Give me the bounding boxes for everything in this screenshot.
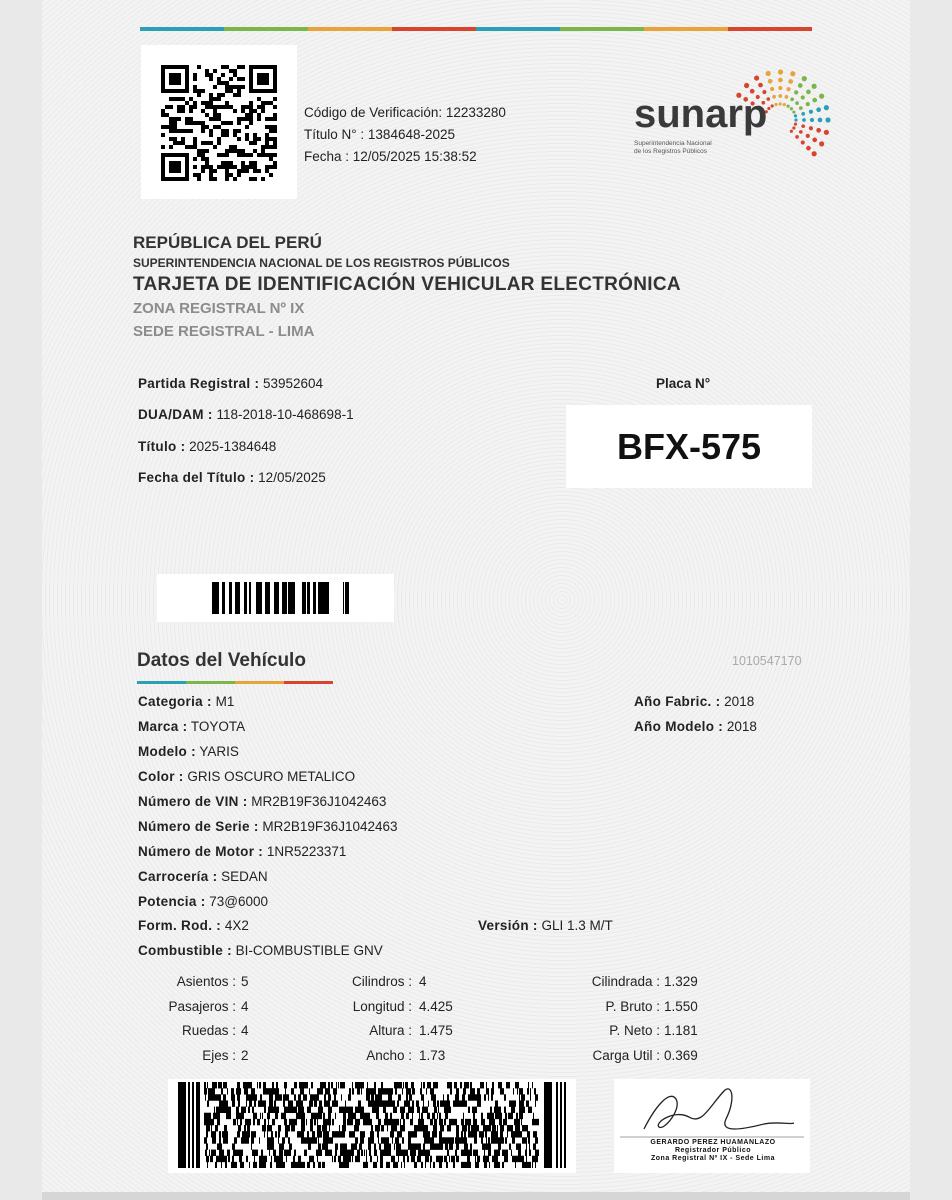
vin-field (138, 794, 386, 809)
longitud-value: 4.425 (419, 999, 453, 1014)
ruedas-value: 4 (241, 1023, 249, 1038)
field-value: 12/05/2025 (258, 470, 326, 485)
titulo-field (138, 439, 276, 454)
color-segment (140, 27, 224, 31)
signature-block (614, 1079, 810, 1173)
field-label: Partida Registral : (138, 376, 260, 391)
field-label: Número de Serie : (138, 819, 259, 834)
color-segment (644, 27, 728, 31)
field-label: Form. Rod. : (138, 918, 222, 933)
header-republica: REPÚBLICA DEL PERÚ (133, 233, 322, 252)
field-label: DUA/DAM : (138, 407, 213, 422)
field-label: Combustible : (138, 943, 232, 958)
signature-text (618, 1139, 808, 1163)
field-value: 73@6000 (209, 894, 269, 909)
pbruto-label: P. Bruto : (605, 999, 660, 1014)
section-underline (137, 681, 333, 684)
cilindros-label: Cilindros : (351, 974, 412, 989)
field-value: MR2B19F36J1042463 (262, 819, 398, 834)
field-label: Año Modelo : (634, 719, 724, 734)
field-value: 2025-1384648 (189, 439, 277, 454)
field-value: 118-2018-10-468698-1 (216, 407, 354, 422)
longitud-label: Longitud : (352, 999, 412, 1014)
cilindros-value: 4 (419, 974, 427, 989)
logo-subtitle-line: Superintendencia Nacional (634, 140, 712, 147)
pasajeros-label: Pasajeros : (168, 999, 236, 1014)
qr-code (141, 45, 297, 199)
field-label: Modelo : (138, 744, 196, 759)
signature-scribble-icon (614, 1079, 810, 1141)
logo-subtitle (634, 140, 744, 156)
verification-block (304, 102, 506, 168)
marca-field (138, 719, 245, 734)
altura-label: Altura : (369, 1023, 412, 1038)
logo-wordmark: sunarp (634, 92, 768, 136)
signer-zone: Zona Registral Nº IX - Sede Lima (651, 1155, 775, 1162)
logo-subtitle-line: de los Registros Públicos (634, 148, 707, 155)
field-value: SEDAN (221, 869, 268, 884)
color-segment (476, 27, 560, 31)
top-color-bar (140, 27, 812, 31)
dua-field (138, 407, 354, 422)
field-value: 53952604 (263, 376, 324, 391)
color-segment (308, 27, 392, 31)
pneto-value: 1.181 (664, 1023, 698, 1038)
field-label: Potencia : (138, 894, 206, 909)
field-label: Año Fabric. : (634, 694, 721, 709)
color-segment (392, 27, 476, 31)
field-value: 4X2 (224, 918, 249, 933)
cilindrada-value: 1.329 (664, 974, 698, 989)
verification-date: Fecha : 12/05/2025 15:38:52 (304, 149, 477, 164)
field-value: 1NR5223371 (266, 844, 347, 859)
pdf417-barcode (168, 1079, 576, 1173)
potencia-field (138, 894, 268, 909)
field-value: 2018 (724, 694, 755, 709)
field-value: MR2B19F36J1042463 (251, 794, 387, 809)
anomod-field (634, 719, 757, 734)
pneto-label: P. Neto : (609, 1023, 660, 1038)
signer-role: Registrador Público (674, 1147, 751, 1154)
modelo-field (138, 744, 239, 759)
color-field (138, 769, 355, 784)
color-segment (137, 681, 186, 684)
altura-value: 1.475 (419, 1023, 453, 1038)
signer-name: GERARDO PEREZ HUAMANLAZO (650, 1139, 776, 1146)
cilindrada-label: Cilindrada : (591, 974, 660, 989)
field-value: YARIS (199, 744, 239, 759)
verification-code: Código de Verificación: 12233280 (304, 105, 506, 120)
field-label: Versión : (478, 918, 538, 933)
color-segment (560, 27, 644, 31)
field-value: GRIS OSCURO METALICO (187, 769, 356, 784)
asientos-value: 5 (241, 974, 249, 989)
document-title: TARJETA DE IDENTIFICACIÓN VEHICULAR ELECTRÓNICA (133, 274, 681, 295)
color-segment (235, 681, 284, 684)
ejes-label: Ejes : (202, 1048, 236, 1063)
field-label: Categoria : (138, 694, 212, 709)
header-superintendencia: SUPERINTENDENCIA NACIONAL DE LOS REGISTROS PÚBLICOS (133, 256, 510, 270)
field-value: 2018 (726, 719, 757, 734)
barcode-2d-icon (178, 1082, 566, 1168)
field-label: Número de Motor : (138, 844, 264, 859)
asientos-label: Asientos : (176, 974, 236, 989)
anofab-field (634, 694, 754, 709)
qr-code-icon (161, 65, 277, 181)
carga-label: Carga Util : (592, 1048, 660, 1063)
document-number: 1010547170 (732, 654, 802, 668)
field-value: GLI 1.3 M/T (541, 918, 613, 933)
verification-title: Título N° : 1384648-2025 (304, 127, 455, 142)
section-title-vehiculo: Datos del Vehículo (137, 650, 306, 671)
carga-value: 0.369 (664, 1048, 698, 1063)
placa-label: Placa N° (656, 376, 711, 391)
barcode-small (157, 574, 394, 622)
field-label: Carrocería : (138, 869, 218, 884)
partida-field (138, 376, 323, 391)
color-segment (728, 27, 812, 31)
ruedas-label: Ruedas : (181, 1023, 236, 1038)
barcode-icon (203, 582, 349, 614)
ancho-value: 1.73 (419, 1048, 446, 1063)
motor-field (138, 844, 346, 859)
combustible-field (138, 943, 383, 958)
field-label: Color : (138, 769, 184, 784)
field-value: BI-COMBUSTIBLE GNV (235, 943, 383, 958)
placa-number: BFX-575 (616, 425, 762, 467)
sunarp-logo (632, 62, 832, 172)
header-zona: ZONA REGISTRAL Nº IX (133, 300, 305, 317)
pasajeros-value: 4 (241, 999, 249, 1014)
serie-field (138, 819, 398, 834)
carroceria-field (138, 869, 268, 884)
color-segment (224, 27, 308, 31)
field-value: M1 (215, 694, 235, 709)
color-segment (284, 681, 333, 684)
formrod-field (138, 918, 249, 933)
field-label: Número de VIN : (138, 794, 248, 809)
version-field (478, 918, 613, 933)
placa-box (566, 405, 812, 488)
color-segment (186, 681, 235, 684)
field-label: Fecha del Título : (138, 470, 255, 485)
field-value: TOYOTA (190, 719, 246, 734)
field-label: Título : (138, 439, 186, 454)
field-label: Marca : (138, 719, 188, 734)
ejes-value: 2 (241, 1048, 249, 1063)
pbruto-value: 1.550 (664, 999, 698, 1014)
ancho-label: Ancho : (366, 1048, 412, 1063)
header-sede: SEDE REGISTRAL - LIMA (133, 323, 315, 340)
fecha-titulo-field (138, 470, 326, 485)
page-bottom-edge (42, 1192, 910, 1200)
categoria-field (138, 694, 234, 709)
